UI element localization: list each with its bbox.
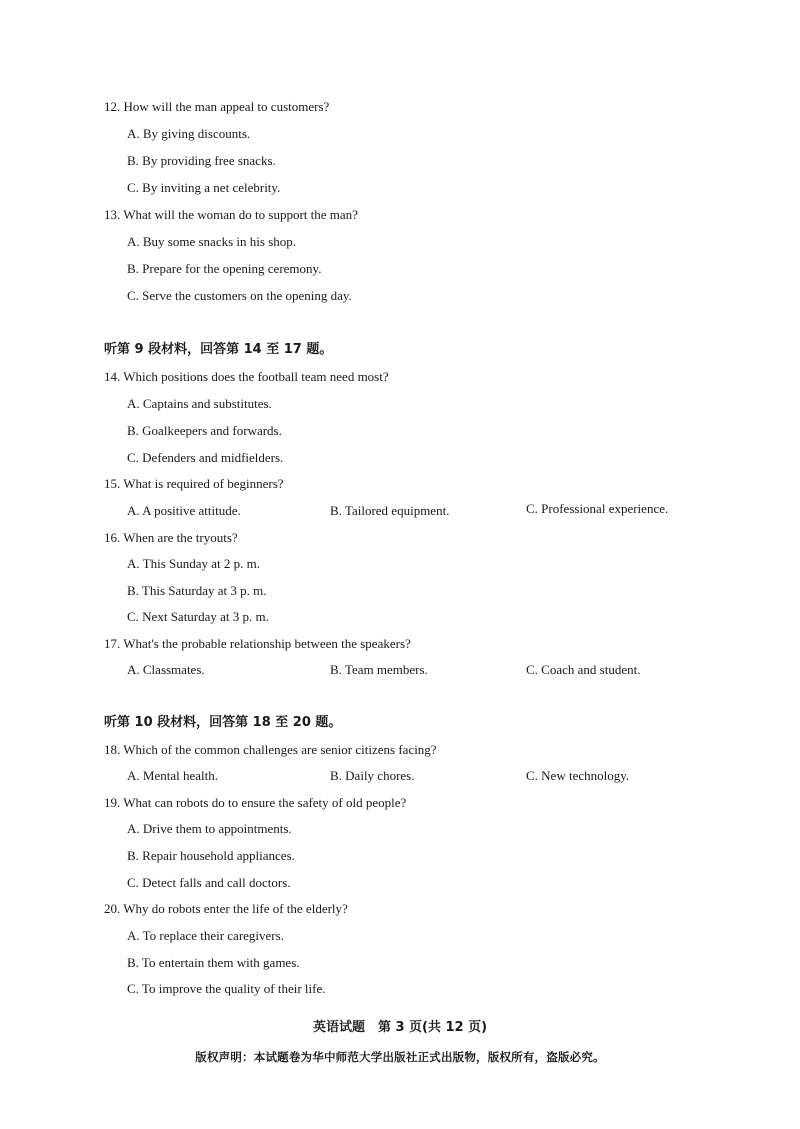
question-13-option-a: A. Buy some snacks in his shop. [127, 234, 296, 249]
question-20-option-c: C. To improve the quality of their life. [127, 981, 326, 996]
question-16-option-c: C. Next Saturday at 3 p. m. [127, 609, 269, 624]
question-14-option-b: B. Goalkeepers and forwards. [127, 423, 282, 438]
question-20-option-b: B. To entertain them with games. [127, 955, 300, 970]
question-13-stem: 13. What will the woman do to support the man? [104, 207, 358, 222]
question-13-option-b: B. Prepare for the opening ceremony. [127, 261, 322, 276]
question-19-option-c: C. Detect falls and call doctors. [127, 875, 291, 890]
question-18-option-b: B. Daily chores. [330, 768, 415, 783]
question-17-option-c: C. Coach and student. [526, 662, 641, 677]
question-20-option-a: A. To replace their caregivers. [127, 928, 284, 943]
question-12-option-c: C. By inviting a net celebrity. [127, 180, 281, 195]
section-9-instruction: 听第 9 段材料，回答第 14 至 17 题。 [104, 342, 333, 357]
question-14-option-a: A. Captains and substitutes. [127, 396, 272, 411]
question-12-option-a: A. By giving discounts. [127, 126, 251, 141]
question-19-option-a: A. Drive them to appointments. [127, 821, 292, 836]
question-15-option-a: A. A positive attitude. [127, 503, 241, 518]
question-16-stem: 16. When are the tryouts? [104, 530, 238, 545]
page-footer-title: 英语试题 第 3 页(共 12 页) [312, 1020, 488, 1035]
question-12-stem: 12. How will the man appeal to customers? [104, 99, 330, 114]
copyright-notice: 版权声明：本试题卷为华中师范大学出版社正式出版物，版权所有，盗版必究。 [195, 1050, 605, 1064]
question-17-option-a: A. Classmates. [127, 662, 205, 677]
question-19-stem: 19. What can robots do to ensure the safety of old people? [104, 795, 407, 810]
question-17-option-b: B. Team members. [330, 662, 428, 677]
question-14-stem: 14. Which positions does the football team need most? [104, 369, 389, 384]
question-13-option-c: C. Serve the customers on the opening day. [127, 288, 352, 303]
question-12-option-b: B. By providing free snacks. [127, 153, 276, 168]
question-20-stem: 20. Why do robots enter the life of the elderly? [104, 901, 348, 916]
question-14-option-c: C. Defenders and midfielders. [127, 450, 284, 465]
question-15-option-b: B. Tailored equipment. [330, 503, 450, 518]
question-16-option-a: A. This Sunday at 2 p. m. [127, 556, 261, 571]
question-18-stem: 18. Which of the common challenges are senior citizens facing? [104, 742, 437, 757]
question-15-option-c: C. Professional experience. [526, 501, 669, 516]
question-18-option-a: A. Mental health. [127, 768, 218, 783]
question-18-option-c: C. New technology. [526, 768, 630, 783]
question-19-option-b: B. Repair household appliances. [127, 848, 295, 863]
question-17-stem: 17. What's the probable relationship between the speakers? [104, 636, 411, 651]
section-10-instruction: 听第 10 段材料，回答第 18 至 20 题。 [104, 715, 342, 730]
question-16-option-b: B. This Saturday at 3 p. m. [127, 583, 267, 598]
question-15-stem: 15. What is required of beginners? [104, 476, 284, 491]
